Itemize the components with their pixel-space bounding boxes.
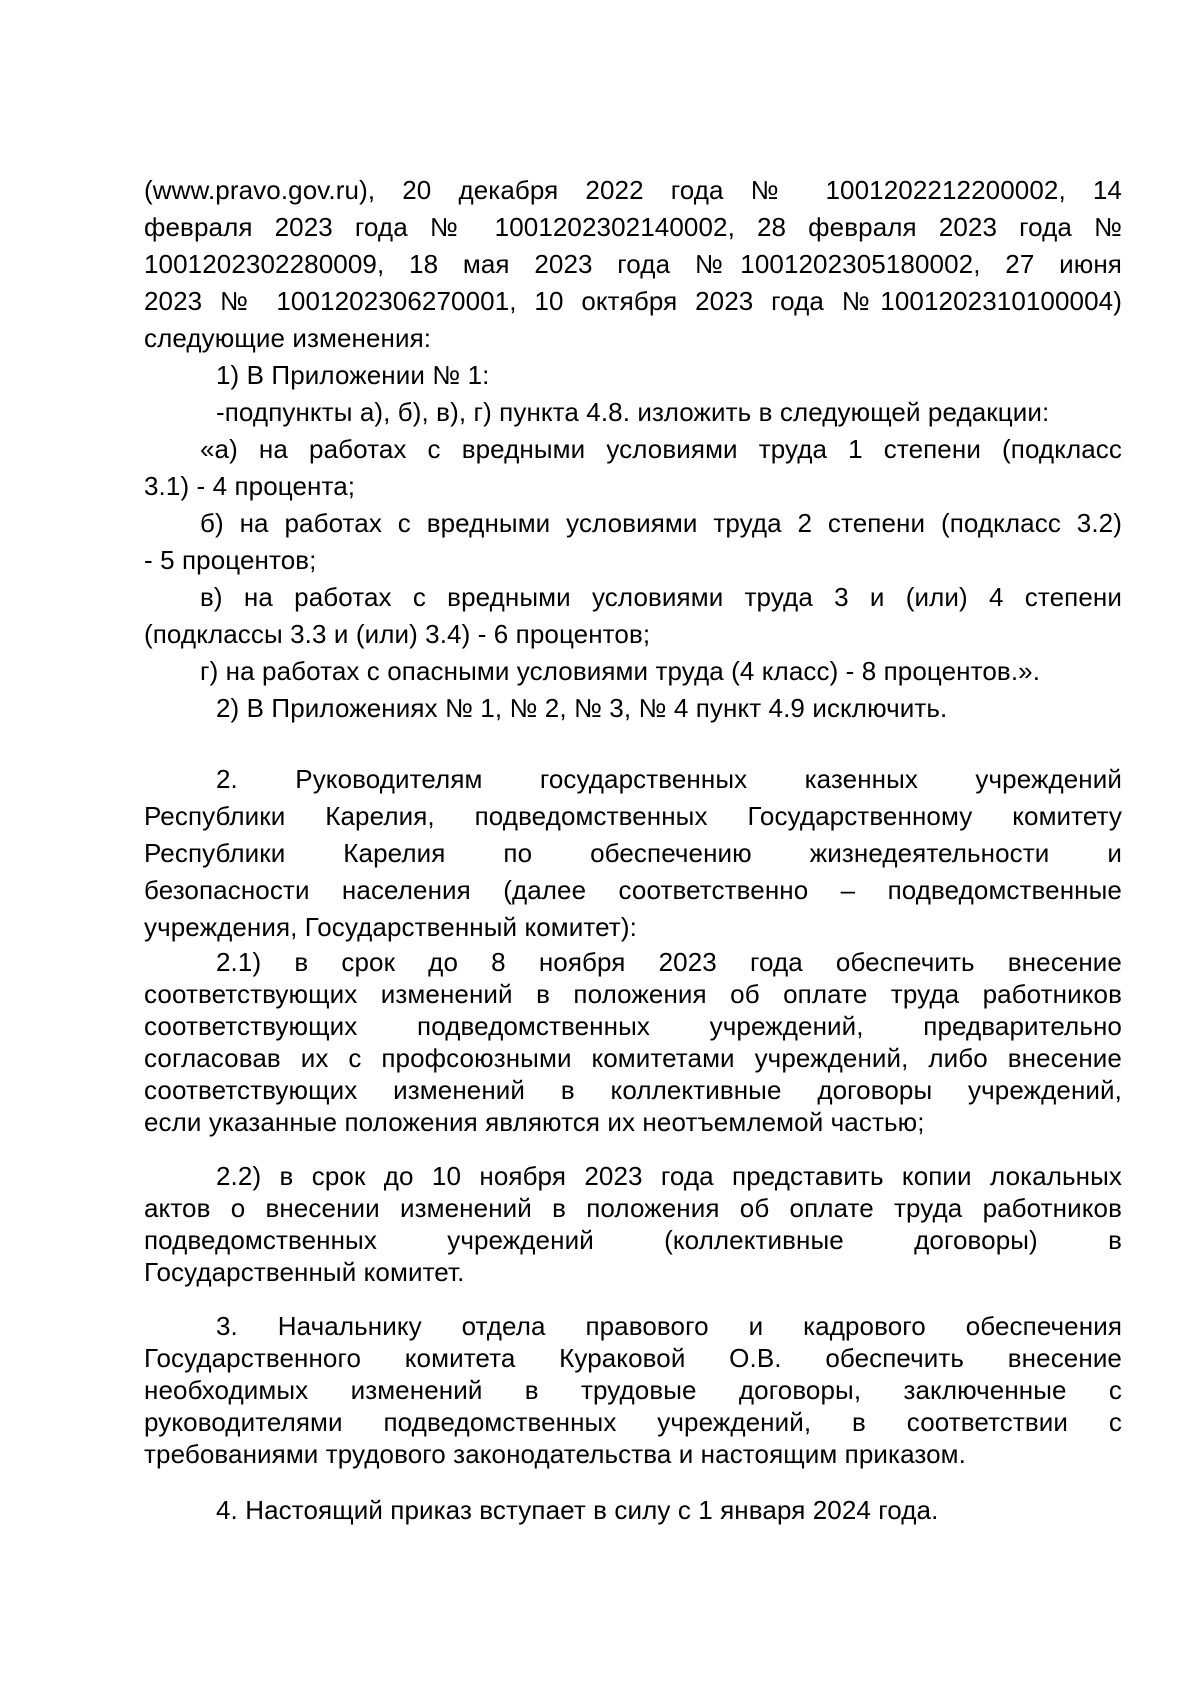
text-line: соответствующих изменений в положения об оплате труда работников [144, 979, 1122, 1009]
text-line: соответствующих изменений в коллективные договоры учреждений, [144, 1075, 1122, 1105]
section-2-1-paragraph [144, 946, 1122, 1138]
subpoint-a [144, 431, 1122, 505]
text-line: требованиями трудового законодательства и настоящим приказом. [144, 1439, 966, 1469]
text-line: февраля 2023 года № 1001202302140002, 28 февраля 2023 года № [144, 212, 1122, 242]
subitem-2: 2) В Приложениях № 1, № 2, № 3, № 4 пункт 4.9 исключить. [216, 693, 948, 723]
text-line: в) на работах с вредными условиями труда 3 и (или) 4 степени [200, 582, 1122, 612]
text-line: соответствующих подведомственных учреждений, предварительно [144, 1011, 1122, 1041]
document-body [144, 172, 1122, 1529]
text-line: согласовав их с профсоюзными комитетами учреждений, либо внесение [144, 1043, 1122, 1073]
subitem-1-header: 1) В Приложении № 1: [216, 360, 490, 390]
text-line: б) на работах с вредными условиями труда 2 степени (подкласс 3.2) [200, 508, 1122, 538]
text-line: 2.2) в срок до 10 ноября 2023 года представить копии локальных [216, 1161, 1122, 1191]
section-4-paragraph: 4. Настоящий приказ вступает в силу с 1 января 2024 года. [216, 1495, 939, 1525]
text-line: актов о внесении изменений в положения об оплате труда работников [144, 1193, 1122, 1223]
text-line: (www.pravo.gov.ru), 20 декабря 2022 года № 1001202212200002, 14 [144, 175, 1122, 205]
text-line: «а) на работах с вредными условиями труда 1 степени (подкласс [200, 434, 1122, 464]
text-line: следующие изменения: [144, 323, 432, 353]
text-line: Государственного комитета Кураковой О.В. обеспечить внесение [144, 1343, 1122, 1373]
text-line: 1001202302280009, 18 мая 2023 года №1001202305180002, 27 июня [144, 249, 1122, 279]
section-2-paragraph [144, 761, 1122, 946]
text-line: учреждения, Государственный комитет): [144, 912, 637, 942]
text-line: руководителями подведомственных учреждений, в соответствии с [144, 1407, 1122, 1437]
amendments-intro-paragraph [144, 172, 1122, 357]
text-line: 2. Руководителям государственных казенных учреждений [216, 764, 1122, 794]
subpoint-b [144, 505, 1122, 579]
text-line: 2.1) в срок до 8 ноября 2023 года обеспечить внесение [216, 947, 1122, 977]
text-line: необходимых изменений в трудовые договоры, заключенные с [144, 1375, 1122, 1405]
text-line: 3.1) - 4 процента; [144, 471, 356, 501]
text-line: (подклассы 3.3 и (или) 3.4) - 6 процентов; [144, 619, 651, 649]
section-3-paragraph [144, 1310, 1122, 1470]
text-line: если указанные положения являются их неотъемлемой частью; [144, 1107, 925, 1137]
text-line: Государственный комитет. [144, 1257, 465, 1287]
text-line: подведомственных учреждений (коллективные договоры) в [144, 1225, 1122, 1255]
text-line: 3. Начальнику отдела правового и кадрового обеспечения [216, 1311, 1122, 1341]
text-line: - 5 процентов; [144, 545, 317, 575]
text-line: Республики Карелия, подведомственных Государственному комитету [144, 801, 1122, 831]
subpoint-g: г) на работах с опасными условиями труда (4 класс) - 8 процентов.». [200, 656, 1041, 686]
text-line: безопасности населения (далее соответственно – подведомственные [144, 875, 1122, 905]
section-2-2-paragraph [144, 1160, 1122, 1288]
text-line: Республики Карелия по обеспечению жизнедеятельности и [144, 838, 1122, 868]
subpoint-v [144, 579, 1122, 653]
subitem-1-intro: -подпункты а), б), в), г) пункта 4.8. изложить в следующей редакции: [216, 397, 1050, 427]
text-line: 2023 № 1001202306270001, 10 октября 2023 года №1001202310100004) [144, 286, 1122, 316]
